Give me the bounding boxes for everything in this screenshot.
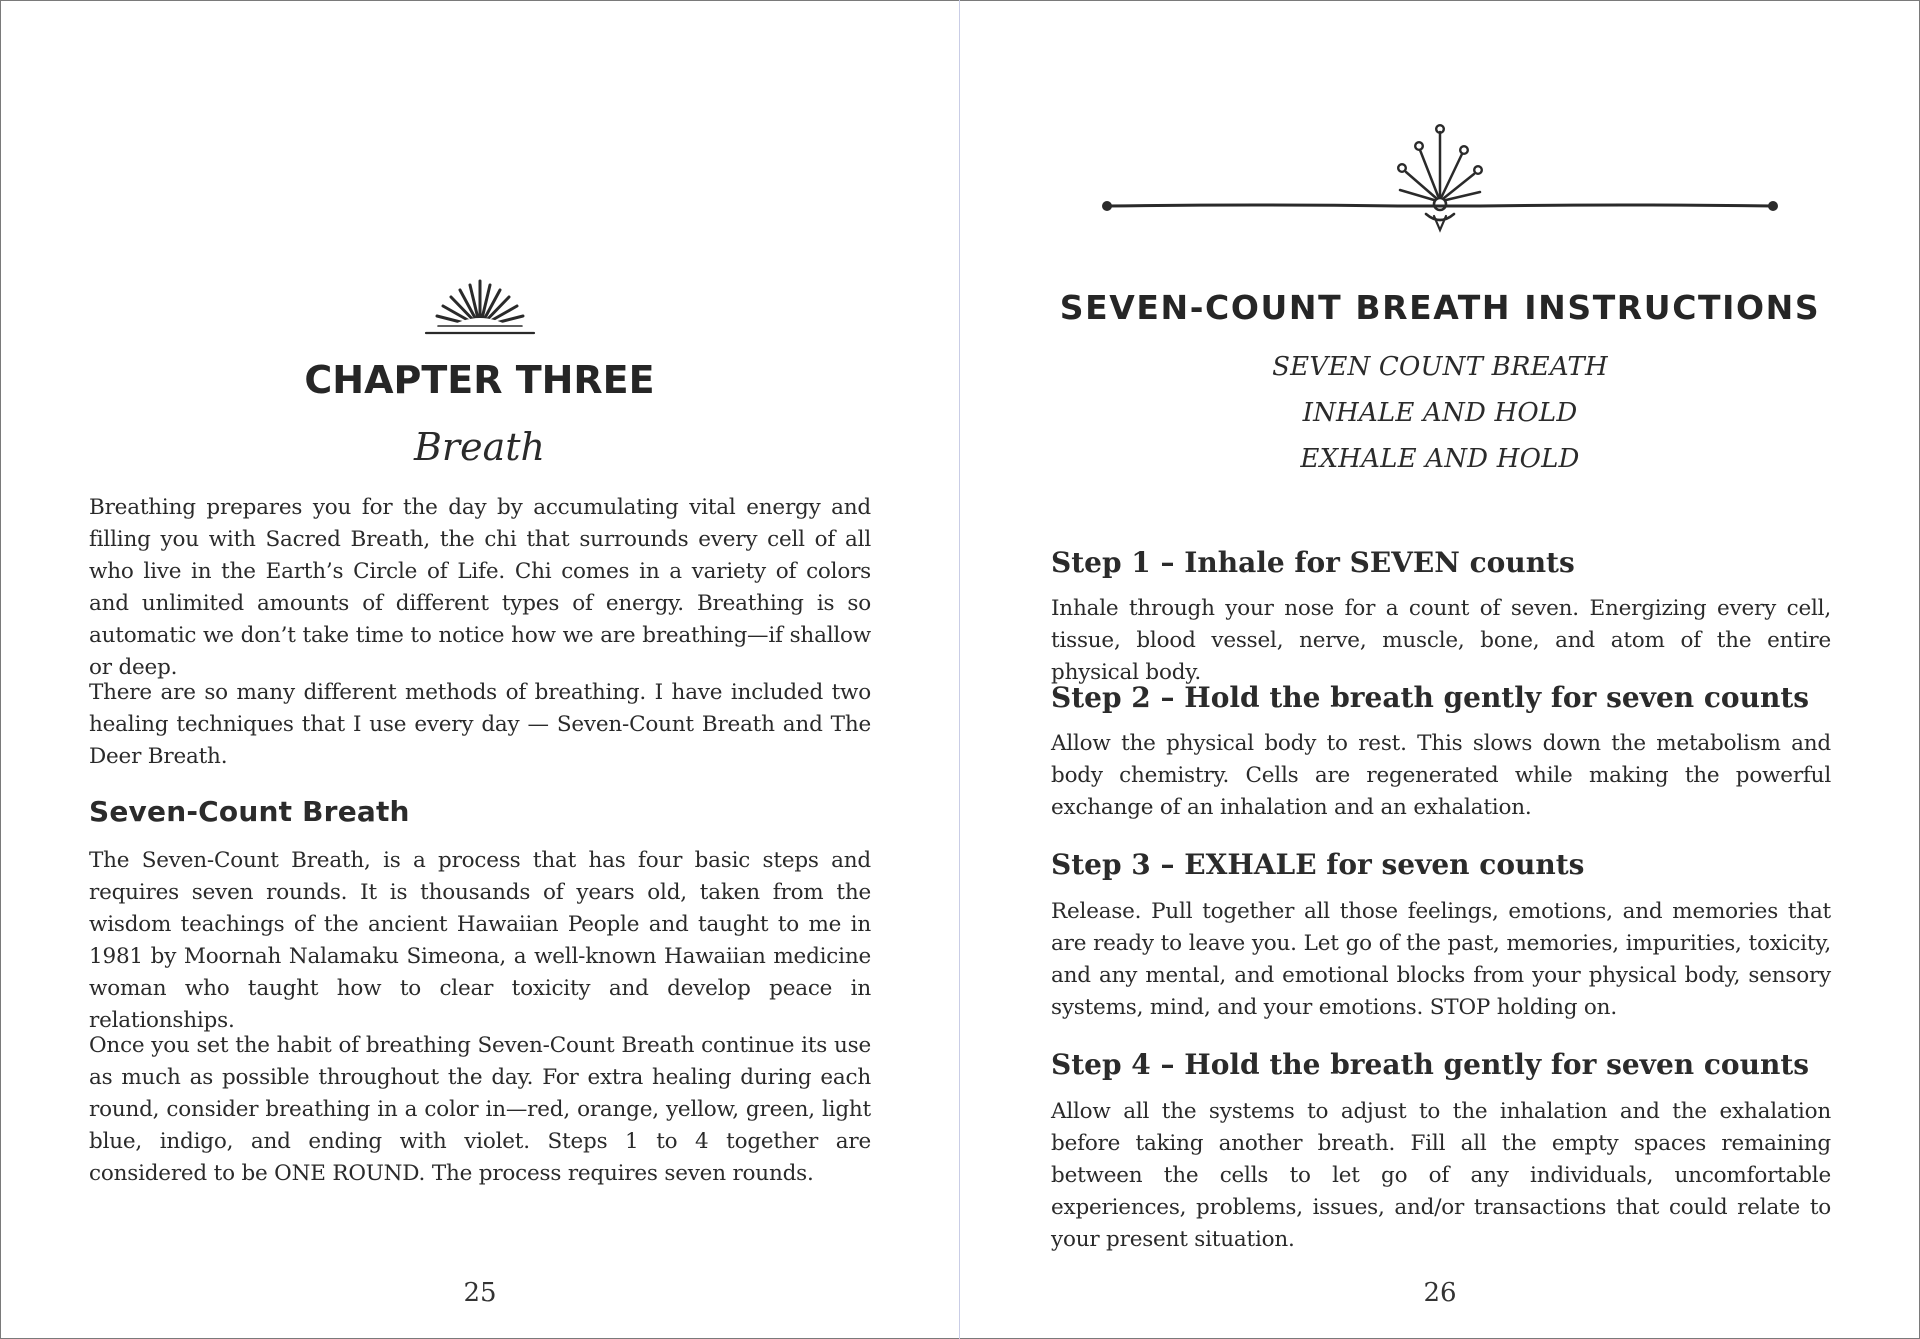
intro-paragraph-2: There are so many different methods of breathing. I have included two healing techniques that I use every day — Seven-Count Breath and The Deer Breath.: [89, 680, 871, 769]
step-4-heading: Step 4 – Hold the breath gently for seven counts: [1051, 1048, 1810, 1081]
subtitle-line-3: EXHALE AND HOLD: [1300, 444, 1580, 474]
step-4-text: Allow all the systems to adjust to the inhalation and the exhalation before taking another breath. Fill all the empty spaces remaining between the cells to let go of any individuals, uncomfortable experiences, problems, issues, and/or transactions that could relate to your present situation.: [1051, 1099, 1831, 1252]
section-heading: Seven-Count Breath: [89, 795, 410, 828]
sunburst-ornament-icon: [418, 277, 542, 339]
divider-flourish-icon: [1100, 120, 1780, 240]
step-3-text: Release. Pull together all those feelings, emotions, and memories that are ready to leave you. Let go of the past, memories, impurities, toxicity, and any mental, and emotional blocks from your physical body, sensory systems, mind, and your emotions. STOP holding on.: [1051, 899, 1831, 1020]
step-2-text: Allow the physical body to rest. This slows down the metabolism and body chemistry. Cells are regenerated while making the powerful exchange of an inhalation and an exhalation.: [1051, 731, 1831, 820]
section-paragraph-2: Once you set the habit of breathing Seven-Count Breath continue its use as much as possible throughout the day. For extra healing during each round, consider breathing in a color in—red, orange, yellow, green, light blue, indigo, and ending with violet. Steps 1 to 4 together are considered to be ONE ROUND. The process requires seven rounds.: [89, 1033, 871, 1186]
page-number-right: 26: [1423, 1278, 1457, 1308]
instructions-title: SEVEN-COUNT BREATH INSTRUCTIONS: [1059, 288, 1821, 327]
left-page: [0, 0, 959, 1339]
right-page: [960, 0, 1920, 1339]
section-paragraph-1: The Seven-Count Breath, is a process that has four basic steps and requires seven rounds. It is thousands of years old, taken from the wisdom teachings of the ancient Hawaiian People and taught to me in 1981 by Moornah Nalamaku Simeona, a well-known Hawaiian medicine woman who taught how to clear toxicity and develop peace in relationships.: [89, 848, 871, 1033]
step-1-heading: Step 1 – Inhale for SEVEN counts: [1051, 546, 1575, 579]
chapter-subtitle: Breath: [414, 425, 545, 469]
subtitle-line-2: INHALE AND HOLD: [1302, 398, 1578, 428]
step-1-text: Inhale through your nose for a count of seven. Energizing every cell, tissue, blood vessel, nerve, muscle, bone, and atom of the entire physical body.: [1051, 596, 1831, 685]
page-number-left: 25: [463, 1278, 497, 1308]
subtitle-line-1: SEVEN COUNT BREATH: [1272, 352, 1608, 382]
chapter-title: CHAPTER THREE: [304, 358, 655, 402]
step-2-heading: Step 2 – Hold the breath gently for seven counts: [1051, 681, 1810, 714]
intro-paragraph-1: Breathing prepares you for the day by accumulating vital energy and filling you with Sacred Breath, the chi that surrounds every cell of all who live in the Earth’s Circle of Life. Chi comes in a variety of colors and unlimited amounts of different types of energy. Breathing is so automatic we don’t take time to notice how we are breathing—if shallow or deep.: [89, 495, 871, 680]
step-3-heading: Step 3 – EXHALE for seven counts: [1051, 848, 1585, 881]
